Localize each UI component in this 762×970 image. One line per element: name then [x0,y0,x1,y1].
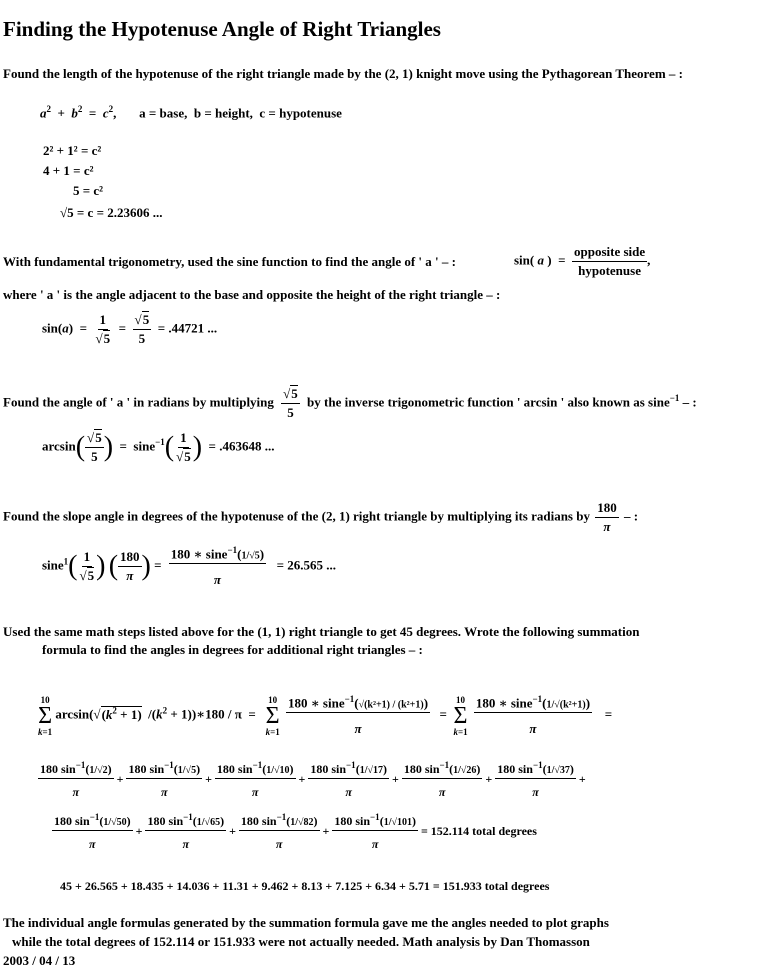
pythag-line-4: √5 = c = 2.23606 ... [60,205,163,220]
sine-numerator: opposite side [572,244,647,262]
same-steps-line-1: Used the same math steps listed above for the (1, 1) right triangle to get 45 degrees. Wrote the following summation [3,624,640,639]
conclusion-line-1: The individual angle formulas generated by the summation formula gave me the angles needed to plot graphs [3,915,609,930]
term-k2: $\frac{180 \sin^{-1}(1/√5)}{\pi}$ [128,760,201,799]
term-k8: $\frac{180 \sin^{-1}(1/√65)}{\pi}$ [147,812,225,851]
degrees-calculation: sine$^1$( $\frac{1}{√5}$ ) ( $\frac{180}{\pi}$ ) = $\frac{180 ∗ \sin e^{-1}(1/√5)}{\pi}$ = 26.565 ... [42,545,336,588]
def-c: c = hypotenuse [259,105,342,121]
def-b: b = height, [193,105,253,121]
same-steps-line-2: formula to find the angles in degrees for additional right triangles – : [42,642,423,657]
pythag-equation: $a^2 + b^2 = c^2$, a = base, b = height, c = hypotenuse [40,104,342,121]
term-k3: $\frac{180 \sin^{-1}(1/√10)}{\pi}$ [216,760,294,799]
sine-intro: With fundamental trigonometry, used the sine function to find the angle of ' a ' – : [3,254,456,269]
where-text: where ' a ' is the angle adjacent to the base and opposite the height of the right triangle – : [3,287,501,302]
pythag-line-1: 2² + 1² = c² [43,143,102,158]
page-title: Finding the Hypotenuse Angle of Right Triangles [3,17,441,41]
term-k6: $\frac{180 \sin^{-1}(1/√37)}{\pi}$ [497,760,574,799]
date: 2003 / 04 / 13 [3,953,76,968]
term-k4: $\frac{180 \sin^{-1}(1/√17)}{\pi}$ [310,760,387,799]
term-k10: $\frac{180 \sin^{-1}(1/√101)}{\pi}$ [334,812,416,851]
arcsin-value: = .463648 ... [208,438,275,454]
pythag-line-2: 4 + 1 = c² [43,163,94,178]
expanded-terms-row-2: $\frac{180 \sin^{-1}(1/√50)}{\pi}$ + $\frac{180 \sin^{-1}(1/√65)}{\pi}$ + $\frac{180 \sin^{-1}(1/√82)}{\pi}$ + $\frac{180 \sin^{-1}(1/√101)}{\pi}$ = 152.114 total degrees [54,812,537,851]
term-k1: $\frac{180 \sin^{-1}(1/√2)}{\pi}$ [40,760,112,799]
conclusion-line-2: while the total degrees of 152.114 or 151.933 were not actually needed. Math analysis by Dan Thomasson [12,934,590,949]
term-k5: $\frac{180 \sin^{-1}(1/√26)}{\pi}$ [403,760,481,799]
sine-definition: sin( a ) = $\frac{\text{opposite side}}{\text{hypotenuse}}$ , [514,244,651,278]
sine-value: = .44721 ... [157,320,218,336]
pythag-line-3: 5 = c² [73,183,104,198]
total-radians-degrees: = 152.114 total degrees [420,823,537,838]
radians-intro: Found the angle of ' a ' in radians by multiplying $\frac{√5}{5}$ by the inverse trigonometric function ' arcsin ' also known as sine$^{-1}$ – : [3,386,697,420]
summation-formula: 10 Σ k=1 $\arcsin(√(k^2 + 1) /(k^2$ + 1))∗180 / π = 10 Σ k=1 $\frac{180 ∗ \sin e^{-1}(√(k^2+1) / (k^2+1))}{\pi}$ = 10 Σ k=1 $\frac{180 ∗ \sin e^{-1}(1/√(k^2+1))}{\pi}$ = [38,694,613,737]
term-k9: $\frac{180 \sin^{-1}(1/√82)}{\pi}$ [240,812,318,851]
degrees-intro: Found the slope angle in degrees of the hypotenuse of the (2, 1) right triangle by multiplying its radians by $\frac{180}{\pi}$ – : [3,500,639,534]
sine-calculation: sin(a) = $\frac{1}{√5}$ = $\frac{√5}{5}$ = .44721 ... [42,312,218,346]
expanded-terms-row-1: $\frac{180 \sin^{-1}(1/√2)}{\pi}$ + $\frac{180 \sin^{-1}(1/√5)}{\pi}$ + $\frac{180 \sin^{-1}(1/√10)}{\pi}$ + $\frac{180 \sin^{-1}(1/√17)}{\pi}$ + $\frac{180 \sin^{-1}(1/√26)}{\pi}$ + $\frac{180 \sin^{-1}(1/√37)}{\pi}$ + [40,760,586,799]
term-k7: $\frac{180 \sin^{-1}(1/√50)}{\pi}$ [54,812,131,851]
intro-text: Found the length of the hypotenuse of the right triangle made by the (2, 1) knight move using the Pythagorean Theorem – : [3,66,683,81]
def-a: a = base, [139,105,188,121]
angle-sum: 45 + 26.565 + 18.435 + 14.036 + 11.31 + 9.462 + 8.13 + 7.125 + 6.34 + 5.71 = 151.933 total degrees [60,879,550,893]
arcsin-calculation: arcsin( $\frac{√5}{5}$ ) = sine$^{-1}$( $\frac{1}{√5}$ ) = .463648 ... [42,430,275,464]
sine-denominator: hypotenuse [578,263,641,278]
degrees-value: = 26.565 ... [276,557,336,573]
